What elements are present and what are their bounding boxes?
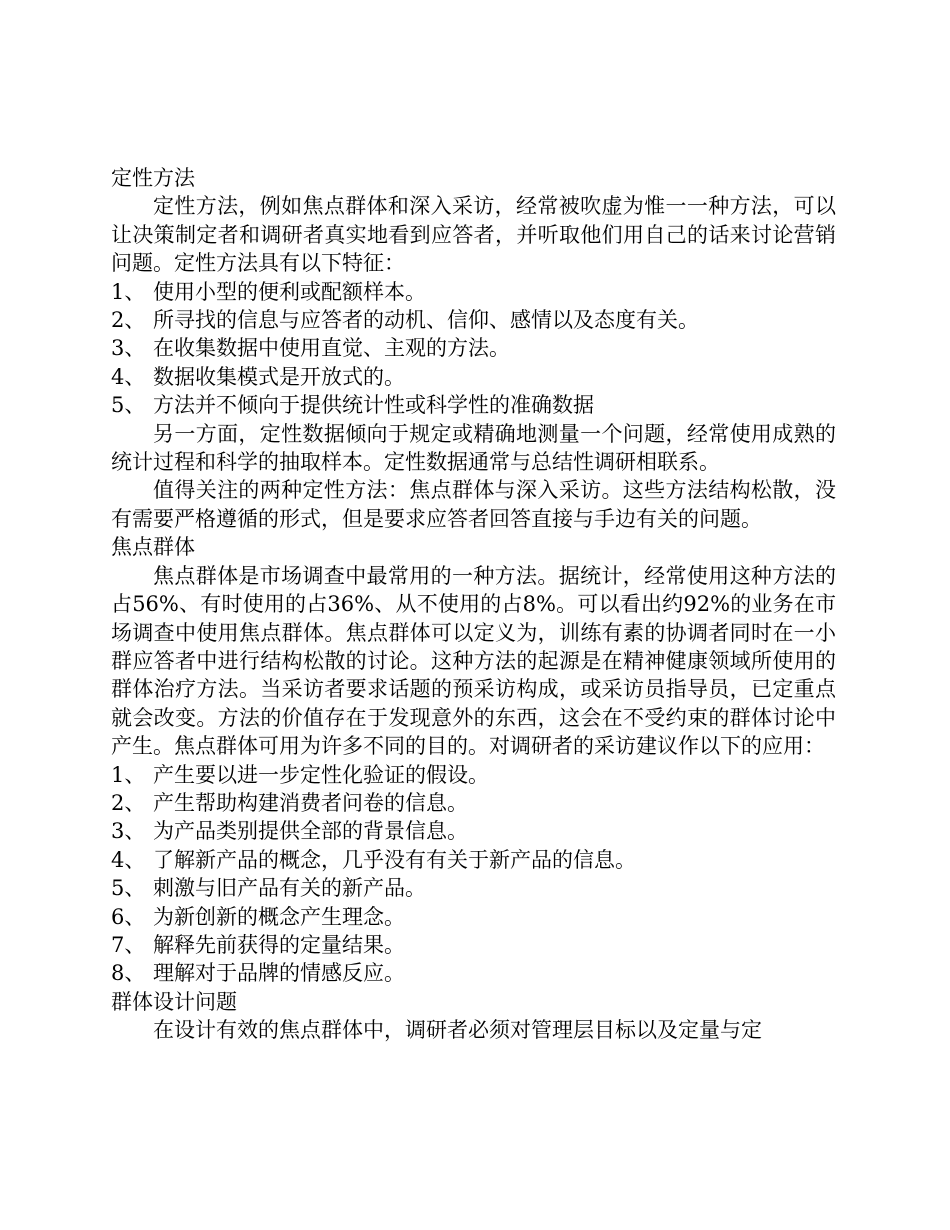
list-number: 7、 — [111, 932, 146, 957]
list-item — [111, 789, 836, 817]
list-text: 使用小型的便利或配额样本。 — [153, 279, 426, 304]
list-text: 为产品类别提供全部的背景信息。 — [153, 819, 468, 844]
paragraph: 焦点群体是市场调查中最常用的一种方法。据统计，经常使用这种方法的占56%、有时使用的占36%、从不使用的占8%。可以看出约92%的业务在市场调查中使用焦点群体。焦点群体可以定义为，训练有素的协调者同时在一小群应答者中进行结构松散的讨论。这种方法的起源是在精神健康领域所使用的群体治疗方法。当采访者要求话题的预采访构成，或采访员指导员，已定重点就会改变。方法的价值存在于发现意外的东西，这会在不受约束的群体讨论中产生。焦点群体可用为许多不同的目的。对调研者的采访建议作以下的应用： — [111, 563, 836, 759]
list-text: 解释先前获得的定量结果。 — [153, 932, 405, 957]
list-item — [111, 959, 836, 987]
list-item — [111, 306, 836, 334]
list-text: 理解对于品牌的情感反应。 — [153, 961, 405, 986]
paragraph: 在设计有效的焦点群体中，调研者必须对管理层目标以及定量与定 — [153, 1018, 762, 1043]
list-number: 3、 — [111, 336, 146, 361]
paragraph: 另一方面，定性数据倾向于规定或精确地测量一个问题，经常使用成熟的统计过程和科学的抽取样本。定性数据通常与总结性调研相联系。 — [111, 421, 836, 475]
list-number: 4、 — [111, 364, 146, 389]
list-item — [111, 903, 836, 931]
list-text: 刺激与旧产品有关的新产品。 — [153, 876, 426, 901]
list-text: 数据收集模式是开放式的。 — [153, 364, 405, 389]
list-number: 3、 — [111, 819, 146, 844]
section-qualitative-methods — [111, 164, 836, 533]
section-group-design-issues — [111, 988, 836, 1045]
list-number: 4、 — [111, 847, 146, 872]
characteristics-list — [111, 278, 836, 420]
list-number: 8、 — [111, 961, 146, 986]
list-text: 方法并不倾向于提供统计性或科学性的准确数据 — [153, 393, 594, 418]
list-text: 了解新产品的概念，几乎没有有关于新产品的信息。 — [153, 847, 636, 872]
list-number: 6、 — [111, 904, 146, 929]
list-item — [111, 391, 836, 419]
section-heading: 群体设计问题 — [111, 989, 237, 1014]
list-text: 产生要以进一步定性化验证的假设。 — [153, 762, 489, 787]
list-number: 2、 — [111, 308, 146, 333]
list-item — [111, 846, 836, 874]
list-number: 1、 — [111, 762, 146, 787]
list-number: 5、 — [111, 393, 146, 418]
list-number: 2、 — [111, 790, 146, 815]
section-heading: 焦点群体 — [111, 535, 195, 560]
paragraph: 定性方法，例如焦点群体和深入采访，经常被吹虚为惟一一种方法，可以让决策制定者和调研者真实地看到应答者，并听取他们用自己的话来讨论营销问题。定性方法具有以下特征： — [111, 194, 836, 276]
list-item — [111, 334, 836, 362]
list-text: 在收集数据中使用直觉、主观的方法。 — [153, 336, 510, 361]
list-number: 1、 — [111, 279, 146, 304]
applications-list — [111, 761, 836, 988]
list-text: 产生帮助构建消费者问卷的信息。 — [153, 790, 468, 815]
list-item — [111, 761, 836, 789]
list-item — [111, 278, 836, 306]
list-text: 为新创新的概念产生理念。 — [153, 904, 405, 929]
list-item — [111, 931, 836, 959]
section-focus-groups — [111, 533, 836, 988]
list-item — [111, 817, 836, 845]
list-item — [111, 874, 836, 902]
list-item — [111, 363, 836, 391]
paragraph: 值得关注的两种定性方法：焦点群体与深入采访。这些方法结构松散，没有需要严格遵循的形式，但是要求应答者回答直接与手边有关的问题。 — [111, 478, 836, 531]
section-heading: 定性方法 — [111, 166, 195, 190]
document-page — [111, 164, 836, 1045]
list-number: 5、 — [111, 876, 146, 901]
list-text: 所寻找的信息与应答者的动机、信仰、感情以及态度有关。 — [153, 308, 699, 333]
